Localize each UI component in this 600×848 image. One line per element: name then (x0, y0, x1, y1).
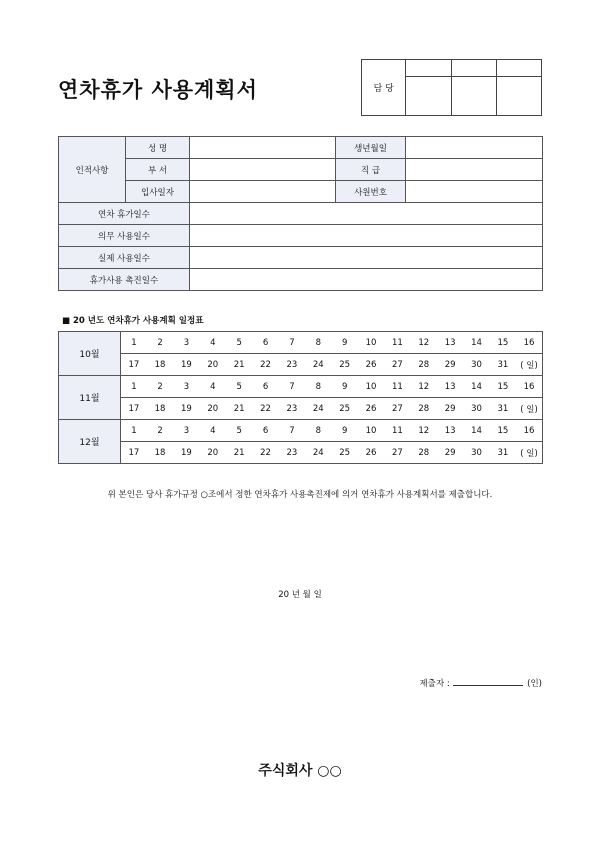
day-cell[interactable]: 27 (384, 442, 410, 464)
personal-info-table (58, 136, 543, 291)
day-cell[interactable]: 16 (516, 376, 542, 398)
day-cell[interactable]: 13 (437, 420, 463, 442)
approval-sign-3[interactable] (496, 77, 541, 116)
day-cell[interactable]: 6 (252, 376, 278, 398)
annual-leave-days-field[interactable] (190, 203, 543, 225)
approval-slot-2[interactable] (451, 60, 496, 77)
day-cell[interactable]: 24 (305, 354, 331, 376)
day-cell[interactable]: 9 (332, 332, 358, 354)
day-cell[interactable]: 10 (358, 420, 384, 442)
day-cell[interactable]: 11 (384, 376, 410, 398)
day-cell[interactable]: 16 (516, 420, 542, 442)
day-cell[interactable]: 24 (305, 442, 331, 464)
day-cell[interactable]: 10 (358, 376, 384, 398)
day-cell[interactable]: 25 (332, 442, 358, 464)
day-cell[interactable]: 6 (252, 332, 278, 354)
day-cell[interactable]: 14 (463, 376, 489, 398)
submitter-signature-field[interactable] (453, 676, 523, 686)
day-cell[interactable]: 29 (437, 354, 463, 376)
day-cell[interactable]: 7 (279, 332, 305, 354)
position-field[interactable] (406, 159, 543, 181)
day-count-cell[interactable]: ( 일) (516, 442, 542, 464)
day-cell[interactable]: 18 (147, 354, 173, 376)
day-cell[interactable]: 5 (226, 332, 252, 354)
calendar-row (59, 398, 543, 420)
day-cell[interactable]: 23 (279, 442, 305, 464)
document-title: 연차휴가 사용계획서 (58, 78, 258, 102)
day-cell[interactable]: 31 (490, 398, 516, 420)
statement-text: 위 본인은 당사 휴가규정 ○조에서 정한 연차휴가 사용촉진제에 의거 연차휴가 사용계획서를 제출합니다. (107, 490, 493, 500)
day-cell[interactable]: 19 (173, 442, 199, 464)
approval-sign-2[interactable] (451, 77, 496, 116)
day-cell[interactable]: 12 (411, 420, 437, 442)
promotion-days-label: 휴가사용 촉진일수 (59, 269, 190, 291)
day-cell[interactable]: 7 (279, 420, 305, 442)
day-cell[interactable]: 18 (147, 398, 173, 420)
actual-use-days-field[interactable] (190, 247, 543, 269)
dob-field[interactable] (406, 137, 543, 159)
day-cell[interactable]: 22 (252, 398, 278, 420)
day-cell[interactable]: 29 (437, 398, 463, 420)
day-cell[interactable]: 3 (173, 376, 199, 398)
day-cell[interactable]: 11 (384, 332, 410, 354)
day-cell[interactable]: 17 (121, 398, 147, 420)
day-cell[interactable]: 2 (147, 420, 173, 442)
day-cell[interactable]: 19 (173, 354, 199, 376)
promotion-days-field[interactable] (190, 269, 543, 291)
day-cell[interactable]: 5 (226, 420, 252, 442)
day-cell[interactable]: 1 (121, 420, 147, 442)
day-cell[interactable]: 5 (226, 376, 252, 398)
day-cell[interactable]: 20 (200, 442, 226, 464)
calendar-row (59, 442, 543, 464)
day-cell[interactable]: 7 (279, 376, 305, 398)
employee-number-field[interactable] (406, 181, 543, 203)
day-cell[interactable]: 16 (516, 332, 542, 354)
month-label: 12월 (59, 420, 121, 464)
position-label: 직 급 (336, 159, 406, 181)
submitter-seal-mark: (인) (527, 679, 542, 689)
day-cell[interactable]: 30 (463, 354, 489, 376)
month-label: 10월 (59, 332, 121, 376)
day-cell[interactable]: 3 (173, 332, 199, 354)
calendar-row (59, 420, 543, 442)
day-cell[interactable]: 30 (463, 442, 489, 464)
day-cell[interactable]: 2 (147, 332, 173, 354)
day-cell[interactable]: 4 (200, 332, 226, 354)
approval-slot-3[interactable] (496, 60, 541, 77)
day-cell[interactable]: 26 (358, 354, 384, 376)
day-cell[interactable]: 30 (463, 398, 489, 420)
day-cell[interactable]: 23 (279, 398, 305, 420)
day-cell[interactable]: 12 (411, 332, 437, 354)
submitter-label: 제출자 : (419, 679, 450, 689)
day-cell[interactable]: 31 (490, 442, 516, 464)
day-cell[interactable]: 25 (332, 354, 358, 376)
day-cell[interactable]: 24 (305, 398, 331, 420)
day-cell[interactable]: 8 (305, 420, 331, 442)
day-cell[interactable]: 28 (411, 354, 437, 376)
leave-schedule-calendar (58, 331, 543, 464)
dob-label: 생년월일 (336, 137, 406, 159)
day-cell[interactable]: 21 (226, 354, 252, 376)
approval-header: 담 당 (362, 60, 406, 116)
day-cell[interactable]: 17 (121, 442, 147, 464)
day-cell[interactable]: 13 (437, 332, 463, 354)
day-cell[interactable]: 28 (411, 442, 437, 464)
day-cell[interactable]: 14 (463, 420, 489, 442)
dept-field[interactable] (190, 159, 336, 181)
day-cell[interactable]: 4 (200, 420, 226, 442)
day-cell[interactable]: 18 (147, 442, 173, 464)
name-label: 성 명 (126, 137, 190, 159)
day-cell[interactable]: 23 (279, 354, 305, 376)
day-cell[interactable]: 17 (121, 354, 147, 376)
join-date-label: 입사일자 (126, 181, 190, 203)
day-cell[interactable]: 26 (358, 398, 384, 420)
day-cell[interactable]: 19 (173, 398, 199, 420)
day-cell[interactable]: 2 (147, 376, 173, 398)
day-cell[interactable]: 1 (121, 332, 147, 354)
day-count-cell[interactable]: ( 일) (516, 354, 542, 376)
day-cell[interactable]: 9 (332, 376, 358, 398)
schedule-section-title: ■ 20 년도 연차휴가 사용계획 일정표 (62, 316, 204, 326)
personal-info-group-label: 인적사항 (59, 137, 126, 203)
day-cell[interactable]: 22 (252, 354, 278, 376)
day-cell[interactable]: 15 (490, 376, 516, 398)
day-cell[interactable]: 12 (411, 376, 437, 398)
day-cell[interactable]: 3 (173, 420, 199, 442)
day-cell[interactable]: 20 (200, 354, 226, 376)
day-cell[interactable]: 28 (411, 398, 437, 420)
employee-number-label: 사원번호 (336, 181, 406, 203)
month-label: 11월 (59, 376, 121, 420)
mandatory-use-days-field[interactable] (190, 225, 543, 247)
annual-leave-days-label: 연차 휴가일수 (59, 203, 190, 225)
day-cell[interactable]: 1 (121, 376, 147, 398)
day-cell[interactable]: 6 (252, 420, 278, 442)
join-date-field[interactable] (190, 181, 336, 203)
day-cell[interactable]: 10 (358, 332, 384, 354)
approval-slot-1[interactable] (406, 60, 451, 77)
submission-date: 20 년 월 일 (278, 590, 322, 600)
calendar-row (59, 354, 543, 376)
mandatory-use-days-label: 의무 사용일수 (59, 225, 190, 247)
day-cell[interactable]: 27 (384, 398, 410, 420)
day-cell[interactable]: 21 (226, 442, 252, 464)
day-cell[interactable]: 8 (305, 376, 331, 398)
day-cell[interactable]: 13 (437, 376, 463, 398)
day-cell[interactable]: 8 (305, 332, 331, 354)
day-cell[interactable]: 26 (358, 442, 384, 464)
company-name: 주식회사 ○○ (258, 763, 342, 779)
day-cell[interactable]: 9 (332, 420, 358, 442)
day-cell[interactable]: 29 (437, 442, 463, 464)
day-cell[interactable]: 25 (332, 398, 358, 420)
submitter-line (420, 676, 542, 689)
day-cell[interactable]: 15 (490, 332, 516, 354)
approval-sign-1[interactable] (406, 77, 451, 116)
day-cell[interactable]: 21 (226, 398, 252, 420)
day-cell[interactable]: 4 (200, 376, 226, 398)
day-cell[interactable]: 27 (384, 354, 410, 376)
actual-use-days-label: 실제 사용일수 (59, 247, 190, 269)
day-cell[interactable]: 14 (463, 332, 489, 354)
day-count-cell[interactable]: ( 일) (516, 398, 542, 420)
dept-label: 부 서 (126, 159, 190, 181)
name-field[interactable] (190, 137, 336, 159)
day-cell[interactable]: 20 (200, 398, 226, 420)
calendar-row (59, 332, 543, 354)
calendar-row (59, 376, 543, 398)
day-cell[interactable]: 22 (252, 442, 278, 464)
approval-box (361, 59, 542, 116)
day-cell[interactable]: 11 (384, 420, 410, 442)
day-cell[interactable]: 31 (490, 354, 516, 376)
day-cell[interactable]: 15 (490, 420, 516, 442)
